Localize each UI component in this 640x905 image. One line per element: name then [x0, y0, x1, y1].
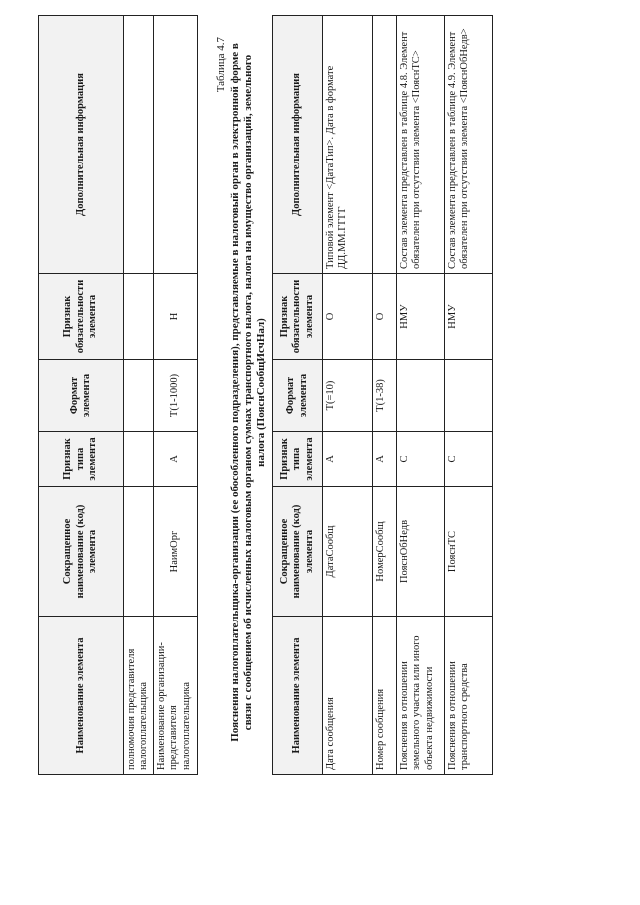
- table-row: [323, 16, 373, 775]
- table-cell: ДатаСообщ: [323, 487, 373, 617]
- header-cell: Признак обязательности элемента: [39, 274, 124, 360]
- header-cell: Сокращенное наименование (код) элемента: [39, 487, 124, 617]
- header-cell: Наименование элемента: [273, 617, 323, 775]
- table-cell: Номер сообщения: [373, 617, 397, 775]
- header-cell: Наименование элемента: [39, 617, 124, 775]
- table-cell: [124, 16, 154, 274]
- table-row: [445, 16, 493, 775]
- table-cell: Пояснения в отношении земельного участка или иного объекта недвижимости: [397, 617, 445, 775]
- table-cell: А: [323, 432, 373, 487]
- table-caption: Таблица 4.7: [215, 37, 227, 93]
- table-cell: [397, 360, 445, 432]
- header-cell: Дополнительная информация: [273, 16, 323, 274]
- table-cell: Н: [154, 274, 198, 360]
- table-cell: [445, 360, 493, 432]
- table-cell: T(=10): [323, 360, 373, 432]
- table-cell: Типовой элемент <ДатаТип>. Дата в формате ДД.ММ.ГГГГ: [323, 16, 373, 274]
- table-cell: [124, 487, 154, 617]
- table-cell: А: [154, 432, 198, 487]
- header-cell: Дополнительная информация: [39, 16, 124, 274]
- table-cell: Дата сообщения: [323, 617, 373, 775]
- table-heading: Пояснения налогоплательщика-организации (ее обособленного подразделения), представляемые в налоговый орган в электронной форме в связи с сообщением об исчисленных налоговым органом суммах транспортного налога, налога на имущество организаций, земельного налога (ПояснСообщИсчНал): [229, 43, 268, 742]
- table-cell: Состав элемента представлен в таблице 4.8. Элемент обязателен при отсутствии элемента <ПояснТС>: [397, 16, 445, 274]
- table-row: [154, 16, 198, 775]
- table-cell: [124, 432, 154, 487]
- table-row: [373, 16, 397, 775]
- header-cell: Формат элемента: [39, 360, 124, 432]
- table-cell: Наименование организации-представителя налогоплательщика: [154, 617, 198, 775]
- table-cell: С: [445, 432, 493, 487]
- table-cell: [124, 274, 154, 360]
- table-row: [397, 16, 445, 775]
- table-cell: T(1-38): [373, 360, 397, 432]
- table-header-row: [39, 16, 124, 775]
- previous-table: [38, 15, 198, 775]
- header-cell: Сокращенное наименование (код) элемента: [273, 487, 323, 617]
- table-header-row: [273, 16, 323, 775]
- header-cell: Формат элемента: [273, 360, 323, 432]
- table-cell: НаимОрг: [154, 487, 198, 617]
- table-cell: T(1-1000): [154, 360, 198, 432]
- table-cell: НМУ: [445, 274, 493, 360]
- header-cell: Признак типа элемента: [273, 432, 323, 487]
- header-cell: Признак обязательности элемента: [273, 274, 323, 360]
- table-cell: О: [373, 274, 397, 360]
- table-cell: НомерСообщ: [373, 487, 397, 617]
- table-cell: НМУ: [397, 274, 445, 360]
- table-cell: А: [373, 432, 397, 487]
- table-cell: [154, 16, 198, 274]
- table-cell: Состав элемента представлен в таблице 4.9. Элемент обязателен при отсутствии элемента <ПояснОбНедв>: [445, 16, 493, 274]
- table-row: [124, 16, 154, 775]
- header-cell: Признак типа элемента: [39, 432, 124, 487]
- table-cell: полномочия представителя налогоплательщика: [124, 617, 154, 775]
- main-table: [272, 15, 493, 775]
- table-cell: Пояснения в отношении транспортного средства: [445, 617, 493, 775]
- table-cell: О: [323, 274, 373, 360]
- table-cell: ПояснОбНедв: [397, 487, 445, 617]
- table-cell: ПояснТС: [445, 487, 493, 617]
- table-cell: [124, 360, 154, 432]
- table-cell: С: [397, 432, 445, 487]
- table-cell: [373, 16, 397, 274]
